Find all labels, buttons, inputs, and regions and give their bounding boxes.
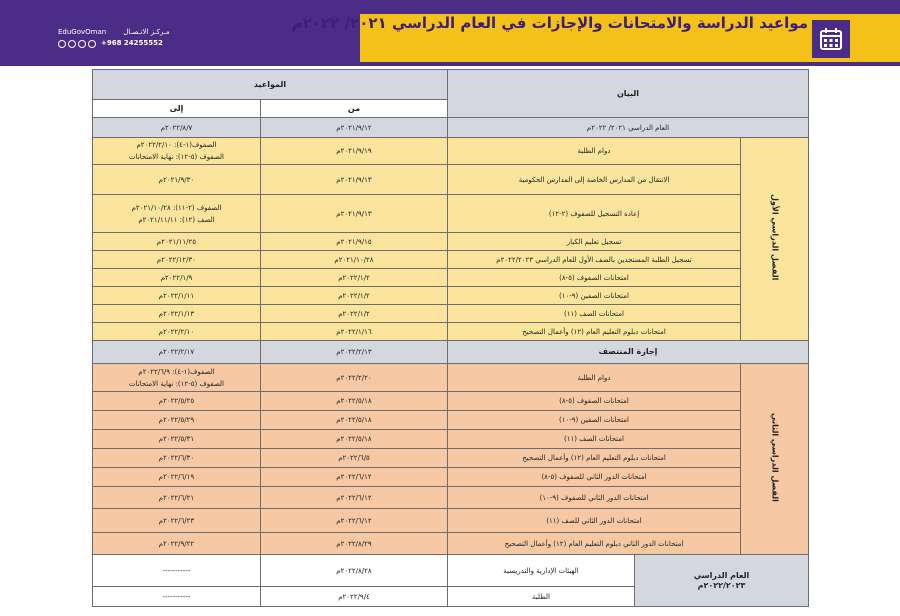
row-item: تسجيل تعليم الكبار xyxy=(448,233,741,251)
table-row xyxy=(93,233,809,251)
twitter-icon[interactable] xyxy=(58,40,66,48)
year-row xyxy=(93,118,809,138)
row-to xyxy=(93,364,261,392)
next-year-row xyxy=(93,555,809,587)
row-to: ٢٠٢٢/٦/٢١م xyxy=(93,487,261,509)
row-to-line: الصفوف(١-٤): ٢٠٢٢/٦/٩م xyxy=(138,367,215,376)
row-item: امتحانات الدور الثاني دبلوم التعليم العام (١٢) وأعمال التصحيح xyxy=(448,533,741,555)
row-to: ٢٠٢٢/١٢/٣٠م xyxy=(93,251,261,269)
row-from: ٢٠٢٢/٢/٢٠م xyxy=(261,364,448,392)
row-item: إعادة التسجيل للصفوف (٢-١٢) xyxy=(448,195,741,233)
row-to-line: الصفوف (٥-١٢): نهاية الامتحانات xyxy=(128,379,225,388)
year-from: ٢٠٢١/٩/١٢م xyxy=(261,118,448,138)
row-to-line: الصفوف (٢-١١): ٢٠٢١/١٠/٢٨م xyxy=(131,203,222,212)
row-to xyxy=(93,195,261,233)
table-row xyxy=(93,251,809,269)
semester2-label-cell xyxy=(741,364,809,555)
row-from: ٢٠٢٢/٦/١٢م xyxy=(261,468,448,487)
row-to: ٢٠٢٢/٦/٢٣م xyxy=(93,509,261,533)
row-from: ٢٠٢٢/١/٢م xyxy=(261,269,448,287)
col-to-header: إلى xyxy=(93,100,261,118)
table-row xyxy=(93,392,809,411)
row-from: ٢٠٢٢/٥/١٨م xyxy=(261,392,448,411)
row-item: امتحانات الصف (١١) xyxy=(448,430,741,449)
table-row xyxy=(93,449,809,468)
next-year-label xyxy=(635,555,809,607)
row-from: ٢٠٢٢/٦/١٢م xyxy=(261,509,448,533)
semester2-label: الفصل الدراسي الثاني xyxy=(770,413,780,502)
schedule-table xyxy=(92,69,809,607)
year-to: ٢٠٢٢/٨/٧م xyxy=(93,118,261,138)
row-item: امتحانات الدور الثاني للصف (١١) xyxy=(448,509,741,533)
row-item: امتحانات دبلوم التعليم العام (١٢) وأعمال التصحيح xyxy=(448,323,741,341)
row-from: ٢٠٢٢/١/٢م xyxy=(261,287,448,305)
year-item: العام الدراسي ٢٠٢١/ ٢٠٢٢م xyxy=(448,118,809,138)
row-from: ٢٠٢١/٩/١٣م xyxy=(261,165,448,195)
midyear-row xyxy=(93,341,809,364)
site-handle: EduGovOman xyxy=(58,28,107,36)
row-from: ٢٠٢٢/٥/١٨م xyxy=(261,411,448,430)
next-year-label-line: ٢٠٢٢/٢٠٢٣م xyxy=(697,580,746,590)
row-item: امتحانات الصفوف (٥-٨) xyxy=(448,269,741,287)
table-row xyxy=(93,269,809,287)
row-to: ٢٠٢٢/٦/٣٠م xyxy=(93,449,261,468)
phone-number: +968 24255552 xyxy=(101,39,163,47)
row-from: ٢٠٢٢/٥/١٨م xyxy=(261,430,448,449)
col-item-header: البيان xyxy=(448,70,809,118)
row-to xyxy=(93,138,261,165)
row-from: ٢٠٢٢/٦/٥م xyxy=(261,449,448,468)
row-to-line: الصف (١٢): ٢٠٢١/١١/١١م xyxy=(138,215,215,224)
row-item: دوام الطلبة xyxy=(448,364,741,392)
col-from-header: من xyxy=(261,100,448,118)
row-to: ----------- xyxy=(93,587,261,607)
row-from: ٢٠٢٢/٦/١٢م xyxy=(261,487,448,509)
col-dates-header: المواعيد xyxy=(93,70,448,100)
table-row xyxy=(93,287,809,305)
table-row xyxy=(93,411,809,430)
table-row xyxy=(93,195,809,233)
row-from: ٢٠٢٢/٨/٢٨م xyxy=(261,555,448,587)
row-item: الهيئات الإدارية والتدريسية xyxy=(448,555,635,587)
row-to: ٢٠٢٢/٥/٢٩م xyxy=(93,411,261,430)
page-title: مواعيد الدراسة والامتحانات والإجازات في العام الدراسي ٢٠٢١/ ٢٠٢٢م xyxy=(291,14,808,32)
midyear-item: إجازة المنتصف xyxy=(448,341,809,364)
row-item: دوام الطلبة xyxy=(448,138,741,165)
row-item: الانتقال من المدارس الخاصة إلى المدارس الحكومية xyxy=(448,165,741,195)
table-row xyxy=(93,364,809,392)
row-to: ٢٠٢٢/٩/٢٢م xyxy=(93,533,261,555)
row-from: ٢٠٢٢/٩/٤م xyxy=(261,587,448,607)
header-divider xyxy=(0,64,900,66)
row-from: ٢٠٢٢/١/١٦م xyxy=(261,323,448,341)
semester1-label: الفصل الدراسي الأول xyxy=(770,194,780,281)
next-year-label-line: العام الدراسي xyxy=(693,570,750,580)
row-to: ٢٠٢١/٩/٣٠م xyxy=(93,165,261,195)
row-from: ٢٠٢١/٩/١٩م xyxy=(261,138,448,165)
row-item: امتحانات الدور الثاني للصفوف (٩-١٠) xyxy=(448,487,741,509)
row-item: امتحانات الصف (١١) xyxy=(448,305,741,323)
row-to-line: الصفوف (٥-١٢): نهاية الامتحانات xyxy=(128,153,225,161)
row-to: ٢٠٢٢/١/١١م xyxy=(93,287,261,305)
contact-block xyxy=(58,27,170,49)
table-row xyxy=(93,487,809,509)
row-to: ٢٠٢٢/٥/٢٥م xyxy=(93,392,261,411)
youtube-icon[interactable] xyxy=(88,40,96,48)
row-to: ٢٠٢٢/١/٩م xyxy=(93,269,261,287)
row-item: امتحانات الصفوف (٥-٨) xyxy=(448,392,741,411)
row-item: الطلبة xyxy=(448,587,635,607)
row-to: ٢٠٢١/١١/٢٥م xyxy=(93,233,261,251)
semester1-label-cell xyxy=(741,138,809,341)
row-item: تسجيل الطلبة المستجدين بالصف الأول للعام الدراسي ٢٠٢٢/٢٠٢٣م xyxy=(448,251,741,269)
row-to-line: الصفوف(١-٤): ٢٠٢٢/٢/١٠م xyxy=(136,141,217,149)
row-to: ----------- xyxy=(93,555,261,587)
midyear-from: ٢٠٢٢/٢/١٣م xyxy=(261,341,448,364)
row-item: امتحانات الدور الثاني للصفوف (٥-٨) xyxy=(448,468,741,487)
snapchat-icon[interactable] xyxy=(78,40,86,48)
row-to: ٢٠٢٢/٥/٣١م xyxy=(93,430,261,449)
table-row xyxy=(93,138,809,165)
social-icons xyxy=(58,40,96,48)
row-item: امتحانات دبلوم التعليم العام (١٢) وأعمال التصحيح xyxy=(448,449,741,468)
row-from: ٢٠٢٢/٨/٢٩م xyxy=(261,533,448,555)
table-row xyxy=(93,509,809,533)
table-row xyxy=(93,430,809,449)
table-row xyxy=(93,165,809,195)
row-from: ٢٠٢١/٩/١٣م xyxy=(261,195,448,233)
row-item: امتحانات الصفين (٩-١٠) xyxy=(448,287,741,305)
table-row xyxy=(93,323,809,341)
table-row xyxy=(93,533,809,555)
calendar-icon xyxy=(820,28,842,50)
row-to: ٢٠٢٢/٦/١٩م xyxy=(93,468,261,487)
table-row xyxy=(93,305,809,323)
row-to: ٢٠٢٢/٢/١٠م xyxy=(93,323,261,341)
row-from: ٢٠٢١/٩/١٥م xyxy=(261,233,448,251)
row-from: ٢٠٢١/١٠/٢٨م xyxy=(261,251,448,269)
row-from: ٢٠٢٢/١/٢م xyxy=(261,305,448,323)
midyear-to: ٢٠٢٢/٢/١٧م xyxy=(93,341,261,364)
contact-label: مـركـز الاتـصـال xyxy=(123,28,170,36)
row-to: ٢٠٢٢/١/١٣م xyxy=(93,305,261,323)
instagram-icon[interactable] xyxy=(68,40,76,48)
table-row xyxy=(93,468,809,487)
row-item: امتحانات الصفين (٩-١٠) xyxy=(448,411,741,430)
calendar-icon-box xyxy=(812,20,850,58)
